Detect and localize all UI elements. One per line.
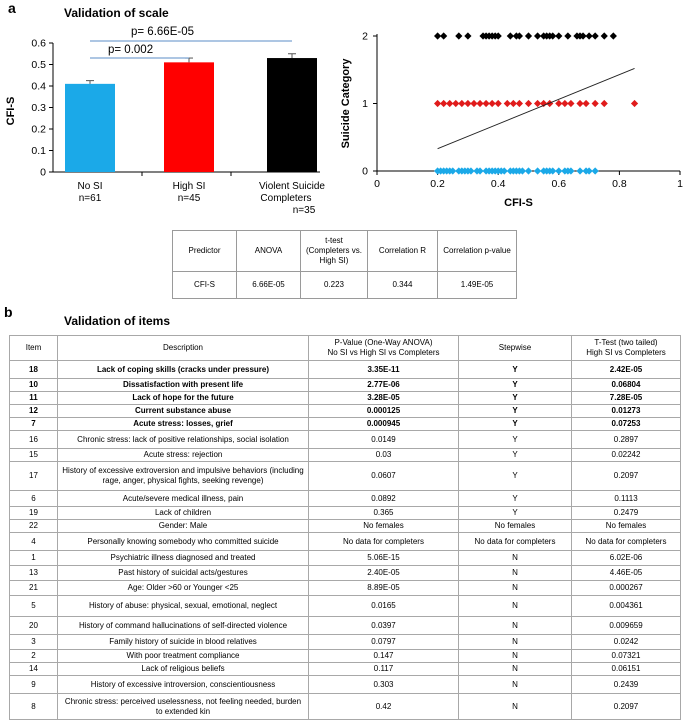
item-cell: 15 [10, 449, 58, 462]
table-row [10, 663, 681, 676]
table-row [10, 405, 681, 418]
ttest-cell: 4.46E-05 [572, 566, 681, 581]
description-cell: Past history of suicidal acts/gestures [58, 566, 309, 581]
scatter-point [601, 100, 608, 107]
scatter-point [592, 100, 599, 107]
ttest-cell: No females [572, 520, 681, 533]
items-table-container [9, 335, 681, 720]
description-cell: Age: Older >60 or Younger <25 [58, 581, 309, 596]
pvalue-cell: 3.28E-05 [309, 392, 459, 405]
stats-table [172, 230, 517, 299]
item-cell: 4 [10, 533, 58, 551]
trendline [438, 68, 635, 148]
header-pvalue-line2: No SI vs High SI vs Completers [327, 348, 440, 357]
scatter-y-tick-label: 0 [362, 165, 368, 178]
pvalue-cell: No females [309, 520, 459, 533]
item-cell: 7 [10, 418, 58, 431]
ttest-cell: 0.009659 [572, 617, 681, 635]
description-cell: Current substance abuse [58, 405, 309, 418]
description-cell: Gender: Male [58, 520, 309, 533]
scatter-point [525, 100, 532, 107]
header-stepwise: Stepwise [459, 336, 572, 361]
ttest-cell: 0.07321 [572, 650, 681, 663]
bar-y-tick-label: 0 [40, 166, 46, 179]
stats-cell-predictor: CFI-S [173, 272, 237, 299]
ttest-cell: 0.000267 [572, 581, 681, 596]
item-cell: 20 [10, 617, 58, 635]
stats-cell-correlation-p: 1.49E-05 [438, 272, 517, 299]
ttest-cell: 0.2097 [572, 694, 681, 720]
table-row [10, 635, 681, 650]
description-cell: Acute stress: rejection [58, 449, 309, 462]
description-cell: History of command hallucinations of self-directed violence [58, 617, 309, 635]
description-cell: Dissatisfaction with present life [58, 379, 309, 392]
bar-y-tick-label: 0.4 [31, 80, 46, 93]
stepwise-cell: Y [459, 418, 572, 431]
scatter-point [455, 32, 462, 39]
bar-y-tick-label: 0.2 [31, 123, 46, 136]
stats-cell-anova: 6.66E-05 [237, 272, 301, 299]
bar-category-label: Violent Suicide [259, 181, 325, 192]
scatter-point [582, 100, 589, 107]
stepwise-cell: N [459, 650, 572, 663]
ttest-cell: 0.1113 [572, 491, 681, 507]
stepwise-cell: N [459, 566, 572, 581]
pvalue-cell: 0.0165 [309, 596, 459, 617]
table-row [10, 392, 681, 405]
stepwise-cell: N [459, 663, 572, 676]
stats-header-correlation-p: Correlation p-value [438, 231, 517, 272]
description-cell: Acute stress: losses, grief [58, 418, 309, 431]
stepwise-cell: Y [459, 405, 572, 418]
pvalue-cell: 8.89E-05 [309, 581, 459, 596]
table-row [10, 581, 681, 596]
bar-y-tick-label: 0.5 [31, 59, 46, 71]
item-cell: 10 [10, 379, 58, 392]
scatter-point [592, 167, 599, 174]
ttest-cell: 0.0242 [572, 635, 681, 650]
description-cell: Personally knowing somebody who committed suicide [58, 533, 309, 551]
description-cell: With poor treatment compliance [58, 650, 309, 663]
table-row [10, 491, 681, 507]
stats-header-anova: ANOVA [237, 231, 301, 272]
table-row [10, 379, 681, 392]
scatter-ylabel: Suicide Category [340, 58, 352, 149]
pvalue-cell: 0.0607 [309, 462, 459, 491]
stats-header-correlation-r: Correlation R [368, 231, 438, 272]
item-cell: 19 [10, 507, 58, 520]
stepwise-cell: N [459, 596, 572, 617]
panel-a-label: a [8, 0, 16, 16]
description-cell: Family history of suicide in blood relatives [58, 635, 309, 650]
stepwise-cell: N [459, 551, 572, 566]
header-pvalue-line1: P-Value (One-Way ANOVA) [334, 338, 433, 348]
bar-category-label: High SI [172, 181, 206, 192]
scatter-point [592, 32, 599, 39]
stepwise-cell: Y [459, 449, 572, 462]
bar [164, 62, 214, 172]
item-cell: 16 [10, 431, 58, 449]
ttest-cell: 6.02E-06 [572, 551, 681, 566]
scatter-x-tick-label: 1 [677, 178, 683, 190]
item-cell: 13 [10, 566, 58, 581]
pvalue-cell: 2.40E-05 [309, 566, 459, 581]
bar-category-label: n=35 [292, 205, 316, 216]
description-cell: Lack of children [58, 507, 309, 520]
pvalue-top-label: p= 6.66E-05 [131, 26, 194, 38]
stepwise-cell: Y [459, 462, 572, 491]
ttest-cell: 0.01273 [572, 405, 681, 418]
scatter-point [610, 32, 617, 39]
item-cell: 2 [10, 650, 58, 663]
ttest-cell: 0.004361 [572, 596, 681, 617]
description-cell: Lack of religious beliefs [58, 663, 309, 676]
description-cell: History of excessive extroversion and impulsive behaviors (including rage, anger, physical fights, seeking revenge) [58, 462, 309, 491]
table-row [10, 533, 681, 551]
stepwise-cell: No females [459, 520, 572, 533]
pvalue-cell: 0.0149 [309, 431, 459, 449]
scatter-point [516, 100, 523, 107]
scatter-point [464, 32, 471, 39]
pvalue-cell: 0.0892 [309, 491, 459, 507]
stepwise-cell: Y [459, 491, 572, 507]
table-row [10, 694, 681, 720]
table-row [10, 650, 681, 663]
stats-table-container [172, 230, 517, 299]
scatter-chart [335, 20, 685, 220]
scatter-x-tick-label: 0 [374, 178, 380, 190]
pvalue-cell: 2.77E-06 [309, 379, 459, 392]
table-row [10, 507, 681, 520]
stats-cell-ttest: 0.223 [301, 272, 368, 299]
bar-category-label: Completers [260, 193, 312, 204]
stepwise-cell: N [459, 676, 572, 694]
scatter-xlabel: CFI-S [504, 197, 533, 209]
header-pvalue [309, 336, 459, 361]
pvalue-cell: 0.03 [309, 449, 459, 462]
scatter-point [525, 32, 532, 39]
ttest-cell: 0.07253 [572, 418, 681, 431]
item-cell: 12 [10, 405, 58, 418]
stepwise-cell: N [459, 617, 572, 635]
item-cell: 1 [10, 551, 58, 566]
table-row [10, 462, 681, 491]
pvalue-cell: 0.0797 [309, 635, 459, 650]
items-table [9, 335, 681, 720]
ttest-cell: 0.06804 [572, 379, 681, 392]
table-row [10, 361, 681, 379]
pvalue-cell: No data for completers [309, 533, 459, 551]
description-cell: Chronic stress: lack of positive relationships, social isolation [58, 431, 309, 449]
bar-category-label: n=45 [177, 193, 201, 204]
bar [65, 84, 115, 172]
bar-chart [0, 20, 340, 230]
bar-y-tick-label: 0.6 [31, 37, 46, 50]
description-cell: Lack of coping skills (cracks under pressure) [58, 361, 309, 379]
scatter-x-tick-label: 0.2 [430, 178, 445, 190]
pvalue-cell: 0.303 [309, 676, 459, 694]
item-cell: 3 [10, 635, 58, 650]
ttest-cell: 7.28E-05 [572, 392, 681, 405]
stats-cell-correlation-r: 0.344 [368, 272, 438, 299]
scatter-point [601, 32, 608, 39]
table-row [10, 418, 681, 431]
table-row [10, 596, 681, 617]
item-cell: 17 [10, 462, 58, 491]
scatter-point [564, 32, 571, 39]
scatter-point [567, 100, 574, 107]
stepwise-cell: Y [459, 379, 572, 392]
ttest-cell: 2.42E-05 [572, 361, 681, 379]
description-cell: History of excessive introversion, conscientiousness [58, 676, 309, 694]
item-cell: 8 [10, 694, 58, 720]
header-ttest-line1: T-Test (two tailed) [594, 338, 658, 348]
bar-y-tick-label: 0.3 [31, 102, 46, 114]
pvalue-cell: 0.0397 [309, 617, 459, 635]
header-description: Description [58, 336, 309, 361]
bar-chart-ylabel: CFI-S [5, 96, 17, 126]
ttest-cell: 0.06151 [572, 663, 681, 676]
pvalue-cell: 0.147 [309, 650, 459, 663]
bar-y-tick-label: 0.1 [31, 145, 46, 157]
item-cell: 21 [10, 581, 58, 596]
ttest-cell: 0.2897 [572, 431, 681, 449]
table-row [10, 431, 681, 449]
panel-b-label: b [4, 304, 13, 320]
item-cell: 14 [10, 663, 58, 676]
pvalue-bottom-label: p= 0.002 [108, 44, 154, 56]
panel-b-title: Validation of items [64, 314, 171, 328]
item-cell: 22 [10, 520, 58, 533]
scatter-y-tick-label: 1 [362, 98, 368, 110]
scatter-point [440, 32, 447, 39]
table-row [10, 566, 681, 581]
stepwise-cell: Y [459, 507, 572, 520]
pvalue-cell: 0.000945 [309, 418, 459, 431]
scatter-x-tick-label: 0.4 [490, 178, 506, 190]
pvalue-cell: 0.000125 [309, 405, 459, 418]
stepwise-cell: No data for completers [459, 533, 572, 551]
table-row [10, 449, 681, 462]
scatter-y-tick-label: 2 [362, 30, 368, 43]
stepwise-cell: N [459, 694, 572, 720]
table-row [10, 551, 681, 566]
item-cell: 11 [10, 392, 58, 405]
pvalue-cell: 3.35E-11 [309, 361, 459, 379]
pvalue-cell: 0.365 [309, 507, 459, 520]
description-cell: Chronic stress: perceived uselessness, not feeling needed, burden to extended kin [58, 694, 309, 720]
scatter-point [546, 100, 553, 107]
table-row [10, 520, 681, 533]
scatter-point [495, 100, 502, 107]
scatter-x-tick-label: 0.8 [612, 178, 627, 190]
header-item: Item [10, 336, 58, 361]
item-cell: 9 [10, 676, 58, 694]
ttest-cell: 0.02242 [572, 449, 681, 462]
stepwise-cell: N [459, 581, 572, 596]
item-cell: 5 [10, 596, 58, 617]
panel-a-title: Validation of scale [64, 6, 169, 20]
pvalue-cell: 0.117 [309, 663, 459, 676]
pvalue-cell: 5.06E-15 [309, 551, 459, 566]
scatter-point [631, 100, 638, 107]
stepwise-cell: N [459, 635, 572, 650]
bar-category-label: No SI [77, 181, 103, 192]
ttest-cell: 0.2439 [572, 676, 681, 694]
ttest-cell: 0.2479 [572, 507, 681, 520]
description-cell: Acute/severe medical illness, pain [58, 491, 309, 507]
stats-header-ttest: t-test (Completers vs. High SI) [301, 231, 368, 272]
table-row [10, 676, 681, 694]
stats-header-predictor: Predictor [173, 231, 237, 272]
stepwise-cell: Y [459, 431, 572, 449]
item-cell: 18 [10, 361, 58, 379]
scatter-point [525, 167, 532, 174]
description-cell: Psychiatric illness diagnosed and treated [58, 551, 309, 566]
bar [267, 58, 317, 172]
ttest-cell: 0.2097 [572, 462, 681, 491]
description-cell: Lack of hope for the future [58, 392, 309, 405]
header-ttest-line2: High SI vs Completers [586, 348, 666, 357]
bar-category-label: n=61 [78, 193, 102, 204]
stepwise-cell: Y [459, 392, 572, 405]
description-cell: History of abuse: physical, sexual, emotional, neglect [58, 596, 309, 617]
header-ttest [572, 336, 681, 361]
table-row [10, 617, 681, 635]
scatter-point [555, 32, 562, 39]
ttest-cell: No data for completers [572, 533, 681, 551]
scatter-x-tick-label: 0.6 [551, 178, 567, 190]
item-cell: 6 [10, 491, 58, 507]
pvalue-cell: 0.42 [309, 694, 459, 720]
stepwise-cell: Y [459, 361, 572, 379]
